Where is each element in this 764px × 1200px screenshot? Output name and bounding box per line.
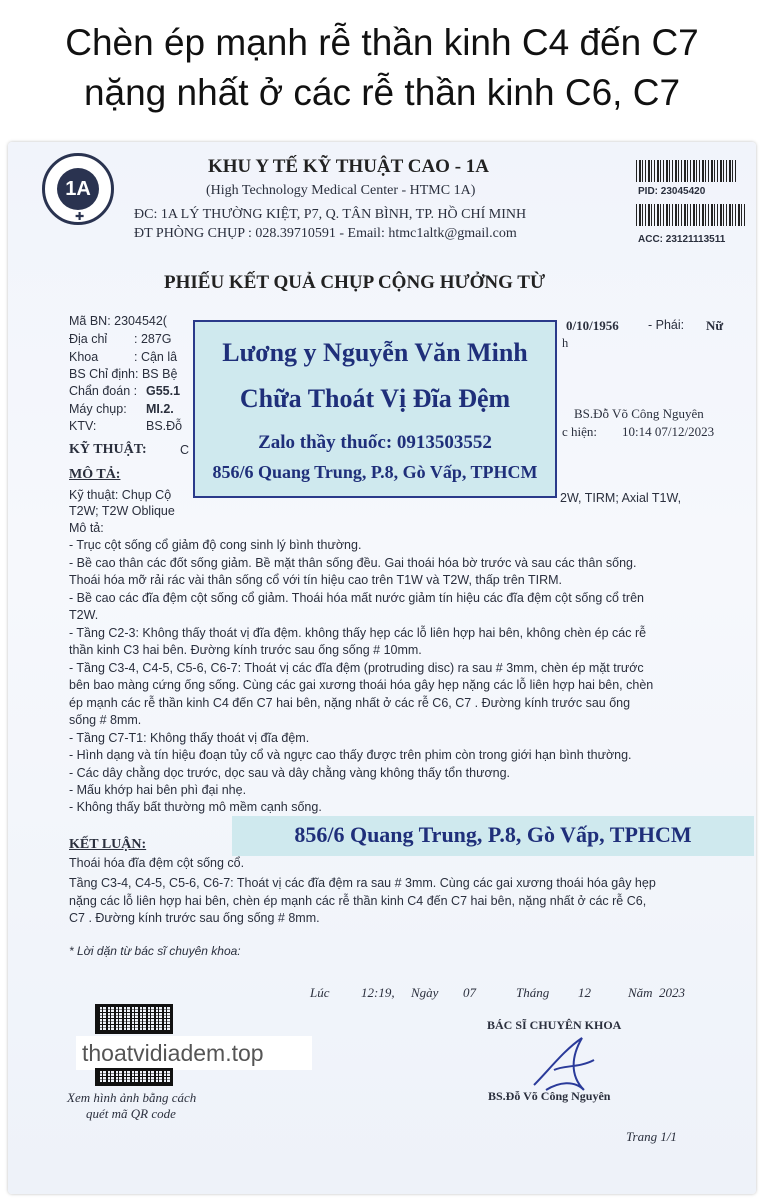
body-line: - Bề cao các đĩa đệm cột sống cổ giảm. Thoái hóa mất nước giảm tín hiệu các đĩa đệm cột sống cổ trên [69,591,644,605]
hospital-logo [42,153,114,225]
conclusion-line: C7 . Đường kính trước sau ống sống # 8mm. [69,911,320,925]
address-label: Địa chỉ [69,332,108,346]
qr-code-icon [95,1004,173,1034]
qr-code-icon [95,1068,173,1086]
diagnosis-label: Chẩn đoán : [69,384,138,398]
day-label: Ngày [411,985,439,1000]
body-line: Mô tả: [69,521,104,535]
body-line: T2W. [69,608,99,622]
year-value: 2023 [659,985,685,1000]
performed-time: 10:14 07/12/2023 [622,424,715,439]
page-number: Trang 1/1 [626,1129,677,1144]
body-line: - Các dây chằng dọc trước, dọc sau và dây chằng vàng không thấy tổn thương. [69,766,511,780]
website-watermark: thoatvidiadem.top [76,1036,312,1070]
body-line: ép mạnh các rễ thần kinh C4 đến C7 hai bên, nặng nhất ở các rễ C6, C7 . Đường kính trước sau ống [69,696,631,710]
conclusion-line: Thoái hóa đĩa đệm cột sống cổ. [69,856,245,870]
gender-value: Nữ [706,318,724,333]
conclusion-heading: KẾT LUẬN: [69,837,147,852]
technique-fragment: C [180,443,190,457]
month-label: Tháng [516,985,550,1000]
body-line: - Mấu khớp hai bên phì đại nhẹ. [69,783,247,797]
hospital-address: ĐC: 1A LÝ THƯỜNG KIỆT, P7, Q. TÂN BÌNH, TP. HỒ CHÍ MINH [134,207,527,222]
body-line: T2W; T2W Oblique [69,504,175,518]
description-heading: MÔ TẢ: [69,467,121,482]
diagnosis-value: G55.1 [146,384,181,398]
time-value: 12:19, [361,985,395,1000]
hospital-contact: ĐT PHÒNG CHỤP : 028.39710591 - Email: htmc1altk@gmail.com [134,226,517,241]
scanner-label: Máy chụp: [69,402,127,416]
conclusion-line: Tầng C3-4, C4-5, C5-6, C6-7: Thoát vị các đĩa đệm ra sau # 3mm. Cùng các gai xương thoái hóa gây hẹp [69,876,656,890]
logo-mark: 1A [57,168,99,210]
hospital-english-name: (High Technology Medical Center - HTMC 1A) [206,183,476,198]
acc-barcode [636,204,746,226]
referring-doctor: BS Chỉ định: BS Bệ [69,367,178,381]
stamp-healer-name: Lương y Nguyễn Văn Minh [222,338,528,367]
technique-sequences: 2W, TIRM; Axial T1W, [560,491,682,505]
doctor-advice: * Lời dặn từ bác sĩ chuyên khoa: [69,944,241,958]
body-line: - Tầng C2-3: Không thấy thoát vị đĩa đệm. không thấy hẹp các lỗ liên hợp hai bên, không chèn ép các rễ [69,626,647,640]
doctor-name: BS.Đỗ Võ Công Nguyên [488,1089,611,1103]
advertisement-stamp [193,320,557,498]
technician-label: KTV: [69,419,97,433]
performed-label: c hiện: [562,424,598,439]
patient-id: Mã BN: 2304542( [69,314,167,328]
report-title: PHIẾU KẾT QUẢ CHỤP CỘNG HƯỞNG TỪ [164,272,546,293]
body-line: - Tầng C3-4, C4-5, C5-6, C6-7: Thoát vị các đĩa đệm (protruding disc) ra sau # 3mm, chèn ép mặt trước [69,661,644,675]
date-of-birth: 0/10/1956 [566,318,619,333]
conclusion-line: nặng các lỗ liên hợp hai bên, chèn ép mạnh các rễ thần kinh C4 đến C7 hai bên, nặng nhất ở các rễ C6, [69,894,647,908]
medical-cross-icon: ✚ [75,211,85,223]
month-value: 12 [578,985,591,1000]
pid-label: PID: 23045420 [638,186,706,197]
address-banner-text: 856/6 Quang Trung, P.8, Gò Vấp, TPHCM [294,822,692,847]
department-label: Khoa [69,350,99,364]
acc-label: ACC: 23121113511 [638,234,726,245]
scanner-value: MI.2. [146,402,174,416]
stamp-address: 856/6 Quang Trung, P.8, Gò Vấp, TPHCM [212,462,538,482]
right-fragment: h [562,336,569,350]
department-value: : Cận lâ [134,350,178,364]
body-line: - Hình dạng và tín hiệu đoạn tủy cổ và ngực cao thấy được trên phim còn trong giới hạn bình thường. [69,748,632,762]
qr-caption-line-2: quét mã QR code [86,1106,176,1121]
time-label: Lúc [310,985,330,1000]
technician-value: BS.Đỗ [146,419,183,433]
address-value: : 287G [134,332,172,346]
body-line: sống # 8mm. [69,713,142,727]
year-label: Năm [628,985,653,1000]
doctor-title: BÁC SĨ CHUYÊN KHOA [487,1018,622,1032]
technique-heading: KỸ THUẬT: [69,442,147,457]
day-value: 07 [463,985,476,1000]
hospital-name: KHU Y TẾ KỸ THUẬT CAO - 1A [208,156,489,177]
qr-caption-line-1: Xem hình ảnh bằng cách [67,1090,197,1105]
body-line: - Bề cao thân các đốt sống giảm. Bề mặt thân sống đều. Gai thoái hóa bờ trước và sau các thân sống. [69,556,637,570]
body-line: - Tầng C7-T1: Không thấy thoát vị đĩa đệm. [69,731,310,745]
headline-line-2: nặng nhất ở các rễ thần kinh C6, C7 [83,72,681,113]
address-banner [232,816,754,856]
stamp-specialty: Chữa Thoát Vị Đĩa Đệm [239,384,511,413]
body-line: Kỹ thuật: Chụp Cộ [69,488,172,502]
gender-label: - Phái: [648,318,685,332]
headline-banner [0,0,764,140]
body-line: Thoái hóa mỡ rải rác vài thân sống cổ với tín hiệu cao trên T1W và T2W, thấp trên TIRM. [69,573,563,587]
stamp-zalo-contact: Zalo thầy thuốc: 0913503552 [258,432,492,453]
pid-barcode [636,160,738,182]
reading-doctor: BS.Đỗ Võ Công Nguyên [574,406,704,421]
body-line: thần kinh C3 hai bên. Đường kính trước sau ống sống # 10mm. [69,643,422,657]
body-line: - Trục cột sống cổ giảm độ cong sinh lý bình thường. [69,538,362,552]
headline-line-1: Chèn ép mạnh rễ thần kinh C4 đến C7 [65,22,699,63]
body-line: - Không thấy bất thường mô mềm cạnh sống. [69,800,322,814]
body-line: bên bao màng cứng ống sống. Cùng các gai xương thoái hóa gây hẹp nặng các lỗ liên hợp hai bên, chèn [69,678,654,692]
